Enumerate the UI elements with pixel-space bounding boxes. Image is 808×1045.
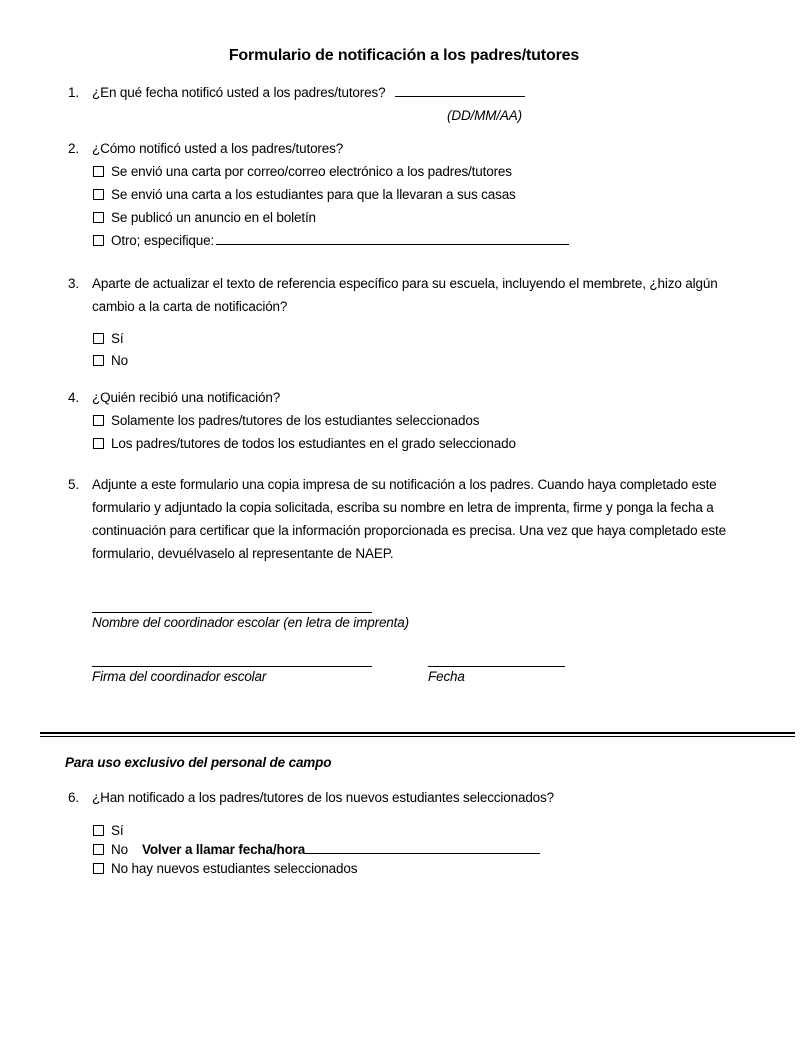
question-5 — [68, 473, 750, 565]
question-3-number: 3. — [68, 276, 79, 291]
checkbox-icon[interactable] — [93, 235, 104, 246]
question-6-option-no — [93, 840, 748, 859]
coordinator-signature-label: Firma del coordinador escolar — [92, 669, 267, 684]
coordinator-name-label: Nombre del coordinador escolar (en letra de imprenta) — [92, 615, 409, 630]
checkbox-icon[interactable] — [93, 189, 104, 200]
question-3 — [68, 272, 750, 372]
callback-datetime-label: Volver a llamar fecha/hora — [141, 842, 306, 857]
question-4-option-2 — [93, 432, 748, 455]
question-6-number: 6. — [68, 790, 79, 805]
question-1 — [68, 81, 750, 127]
section-divider — [40, 732, 795, 737]
question-1-date-blank-line[interactable] — [395, 83, 525, 97]
question-4 — [68, 386, 750, 455]
question-2-option-2 — [93, 183, 748, 206]
checkbox-icon[interactable] — [93, 355, 104, 366]
field-staff-section-heading: Para uso exclusivo del personal de campo — [65, 755, 332, 770]
question-3-text: Aparte de actualizar el texto de referencia específico para su escuela, incluyendo el membrete, ¿hizo algún cambio a la carta de notificación? — [92, 276, 718, 314]
question-5-number: 5. — [68, 477, 79, 492]
question-6-option-yes — [93, 821, 748, 840]
coordinator-signature-field — [92, 666, 372, 687]
checkbox-icon[interactable] — [93, 863, 104, 874]
option-label: Se envió una carta por correo/correo electrónico a los padres/tutores — [111, 164, 512, 179]
question-1-date-format-hint: (DD/MM/AA) — [447, 108, 522, 123]
checkbox-icon[interactable] — [93, 212, 104, 223]
question-3-option-no — [93, 350, 748, 372]
option-label: No hay nuevos estudiantes seleccionados — [111, 861, 358, 876]
question-1-text: ¿En qué fecha notificó usted a los padres/tutores? — [92, 85, 386, 100]
question-4-option-1 — [93, 409, 748, 432]
question-3-option-yes — [93, 328, 748, 350]
callback-datetime-blank-line[interactable] — [305, 840, 540, 854]
question-1-row — [92, 81, 748, 104]
checkbox-icon[interactable] — [93, 844, 104, 855]
page-title: Formulario de notificación a los padres/tutores — [228, 47, 580, 64]
question-2 — [68, 137, 750, 252]
option-label: No — [111, 353, 128, 368]
question-2-option-3 — [93, 206, 748, 229]
date-field — [428, 666, 565, 687]
option-label: Solamente los padres/tutores de los estudiantes seleccionados — [111, 413, 480, 428]
question-4-text: ¿Quién recibió una notificación? — [92, 390, 281, 405]
question-2-option-other — [93, 229, 748, 252]
option-label: No — [111, 842, 128, 857]
question-5-text: Adjunte a este formulario una copia impresa de su notificación a los padres. Cuando haya completado este formulario y adjuntado la copia solicitada, escriba su nombre en letra de imprenta, firme y ponga la fecha a continuación para certificar que la información proporcionada es precisa. Una vez que haya completado este formulario, devuélvaselo al representante de NAEP. — [92, 477, 726, 561]
question-2-option-1 — [93, 160, 748, 183]
checkbox-icon[interactable] — [93, 166, 104, 177]
question-2-number: 2. — [68, 141, 79, 156]
option-label: Se publicó un anuncio en el boletín — [111, 210, 316, 225]
checkbox-icon[interactable] — [93, 415, 104, 426]
question-2-other-blank-line[interactable] — [216, 231, 569, 245]
question-6-text: ¿Han notificado a los padres/tutores de los nuevos estudiantes seleccionados? — [92, 790, 554, 805]
option-label: Los padres/tutores de todos los estudiantes en el grado seleccionado — [111, 436, 516, 451]
checkbox-icon[interactable] — [93, 333, 104, 344]
question-6 — [68, 786, 750, 878]
date-label: Fecha — [428, 669, 465, 684]
option-label: Sí — [111, 823, 124, 838]
question-4-number: 4. — [68, 390, 79, 405]
option-label: Otro; especifique: — [111, 233, 215, 248]
question-6-option-none — [93, 859, 748, 878]
checkbox-icon[interactable] — [93, 438, 104, 449]
option-label: Se envió una carta a los estudiantes para que la llevaran a sus casas — [111, 187, 516, 202]
checkbox-icon[interactable] — [93, 825, 104, 836]
signature-and-date-row — [92, 666, 808, 687]
question-2-text: ¿Cómo notificó usted a los padres/tutores? — [92, 141, 344, 156]
coordinator-name-field — [92, 612, 808, 633]
question-1-number: 1. — [68, 85, 79, 100]
option-label: Sí — [111, 331, 124, 346]
